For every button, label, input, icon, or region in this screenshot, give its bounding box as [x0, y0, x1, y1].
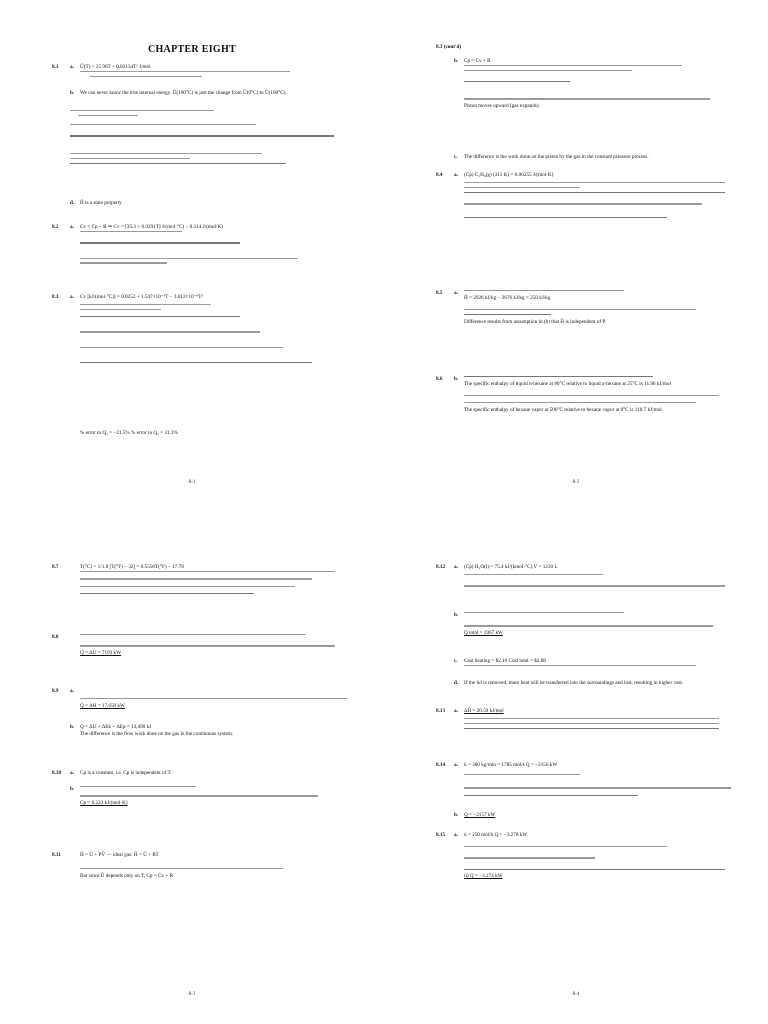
problem-number: 8.4: [436, 172, 443, 178]
chapter-title: CHAPTER EIGHT: [147, 44, 237, 55]
problem-text: The difference is the flow work done on the gas in the continuous system.: [80, 731, 234, 737]
percent-error-text: % error in Q₁ = −21.5% % error in Q₂ = 31.3%: [80, 430, 178, 436]
part-label: b.: [454, 58, 459, 64]
problem-text: Cp = 0.223 kJ/(mol·K): [80, 800, 128, 807]
problem-text: The specific enthalpy of liquid n-hexane at 80°C relative to liquid n-hexane at 25°C is 11.90 kJ/mol: [464, 380, 671, 387]
problem-number: 8.7: [52, 564, 59, 570]
problem-number: 8.1: [52, 64, 59, 70]
part-label: b.: [70, 724, 75, 730]
part-label: a.: [70, 688, 74, 694]
problem-number: 8.9: [52, 688, 59, 694]
part-label: b.: [70, 786, 75, 792]
problem-number: 8.5: [436, 290, 443, 296]
part-label: a.: [70, 294, 74, 300]
part-label: a.: [70, 224, 74, 230]
problem-text: Q = −2157 kW: [464, 812, 496, 818]
problem-number: 8.8: [52, 634, 59, 640]
part-label: a.: [454, 762, 458, 768]
problem-text: Cv [kJ/(mol·°C)] = 0.0252 + 1.547×10⁻⁵T − 3.012×10⁻⁹T²: [80, 294, 203, 300]
problem-text: The difference is the work done on the piston by the gas in the constant pressure process.: [464, 154, 649, 160]
problem-text: If the lid is removed, more heat will be transferred into the surroundings and lost, resulting in higher cost.: [464, 680, 684, 686]
problem-text: Difference results from assumption in (b) that Ĥ is independent of P.: [464, 318, 606, 325]
page-number: 8-4: [572, 992, 580, 997]
percent-error-line: [80, 430, 360, 437]
problem-number: 8.2: [52, 224, 59, 230]
part-label: a.: [70, 64, 74, 70]
problem-number: 8.3 (cont'd): [436, 44, 462, 50]
problem-number: 8.14: [436, 762, 446, 768]
part-label: a.: [454, 708, 458, 714]
page-8-1: [0, 0, 384, 512]
problem-text: Cp is a constant, i.e. Cp is independent of T.: [80, 770, 172, 776]
problem-text: Piston moves upward (gas expands).: [464, 103, 540, 110]
problem-text: ΔĤ = 20.59 kJ/mol: [464, 708, 504, 714]
problem-text: Ĥ = 2926 kJ/kg − 2676 kJ/kg = 250 kJ/kg: [464, 294, 551, 301]
problem-text: (Cp) C₂H₆(g) (313 K) = 0.06255 J/(mol·K): [464, 172, 554, 178]
part-label: a.: [454, 172, 458, 178]
part-label: a.: [454, 564, 458, 570]
part-label: c.: [454, 658, 458, 664]
page-number: 8-2: [572, 480, 580, 485]
problem-number: 8.13: [436, 708, 446, 714]
part-label: c.: [454, 154, 458, 160]
problem-number: 8.6: [436, 376, 443, 382]
problem-text: Q total = 1967 kW: [464, 630, 503, 637]
part-label: a.: [70, 770, 74, 776]
page-8-2: [384, 0, 768, 512]
problem-text: Q = ΔU = 7193 kW: [80, 650, 122, 657]
page-number: 8-3: [188, 992, 196, 997]
part-label: d.: [454, 680, 459, 686]
problem-text: ṅ = 300 kg/min = 1785 mol/s Q = −2156 kW: [464, 762, 558, 768]
problem-number: 8.12: [436, 564, 446, 570]
part-label: a.: [454, 290, 458, 296]
part-label: a.: [454, 832, 458, 838]
part-label: b.: [70, 90, 75, 96]
problem-text: Cost heating = $2.16 Cost total = $2.88: [464, 658, 546, 664]
problem-text: Cp = Cv + R: [464, 58, 491, 64]
problem-number: 8.3: [52, 294, 59, 300]
problem-number: 8.11: [52, 852, 61, 858]
problem-text: Û(T) = 25.96T + 0.02134T² J/mol: [80, 64, 151, 70]
part-label: d.: [70, 200, 75, 206]
page-number: 8-1: [188, 480, 196, 485]
problem-text: But since Û depends only on T, Cp = Cv + R: [80, 872, 173, 879]
equation-block: [70, 110, 370, 167]
problem-text: ii) Q = −3.274 kW: [464, 873, 503, 880]
page-8-4: [384, 512, 768, 1024]
problem-text: The specific enthalpy of hexane vapor at 500°C relative to hexane vapor at 0°C is 110.7 kJ/mol.: [464, 407, 664, 414]
problem-text: Ĥ = Û + PV̂ — ideal gas: Ĥ = Û + RT: [80, 852, 159, 858]
problem-number: 8.10: [52, 770, 62, 776]
problem-text: T(°C) = 1/1.8 [T(°F) − 32] = 0.5556T(°F) − 17.78: [80, 564, 184, 570]
problem-text: (Cp) H₂O(l) = 75.4 kJ/(kmol·°C) V = 1230 L: [464, 564, 558, 570]
problem-number: 8.15: [436, 832, 446, 838]
part-label: b.: [454, 812, 459, 818]
part-label: b.: [454, 376, 459, 382]
problem-text: ṅ = 250 mol/h Q = −3.278 kW: [464, 832, 528, 838]
problem-text: We can never know the true internal energy. Û(100°C) is just the change from Û(0°C) to Û(100°C).: [80, 90, 287, 96]
problem-text: Q = ΔH = 17,650 kW: [80, 702, 125, 709]
page-8-3: [0, 512, 384, 1024]
problem-text: Ĥ is a state property: [80, 200, 122, 206]
part-label: b.: [454, 612, 459, 618]
problem-text: Cv = Cp − R ⇒ Cv = [35.3 + 0.0291T] J/(mol·°C) − 8.314 J/(mol·K): [80, 224, 224, 230]
problem-text: Q = ΔU + ΔEk + ΔEp = 13,490 kJ: [80, 724, 152, 730]
